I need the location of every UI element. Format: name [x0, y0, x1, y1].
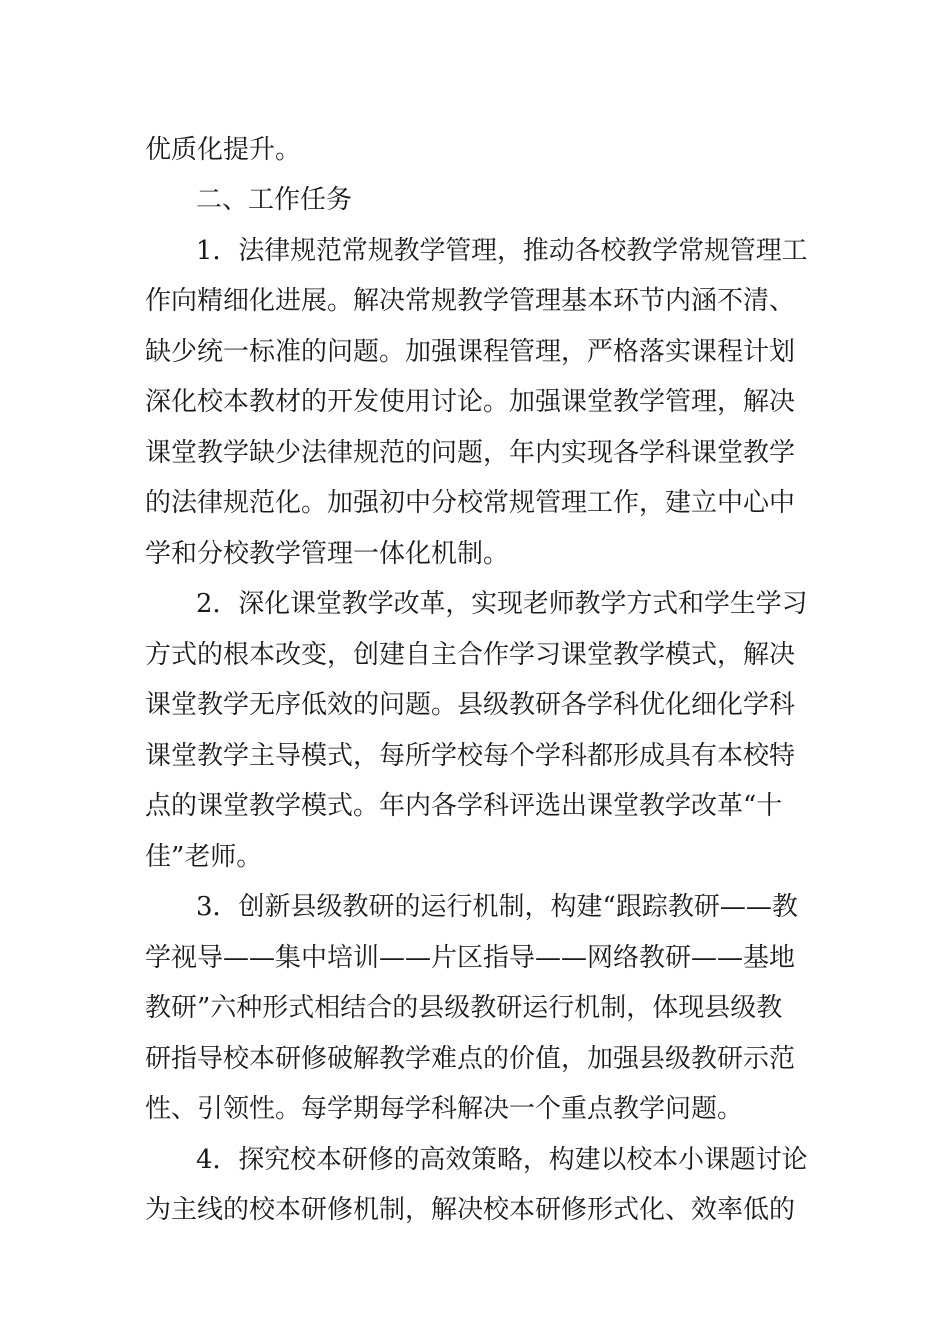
- text-line-20: 性、引领性。每学期每学科解决一个重点教学问题。: [145, 1094, 744, 1124]
- text-line-17: 学视导——集中培训——片区指导——网络教研——基地: [145, 943, 796, 973]
- text-line-4: 作向精细化进展。解决常规教学管理基本环节内涵不清、: [145, 286, 796, 316]
- text-line-9: 学和分校教学管理一体化机制。: [145, 539, 510, 569]
- text-line-16: 3．创新县级教研的运行机制，构建“跟踪教研——教: [196, 892, 798, 922]
- text-line-1: 优质化提升。: [145, 135, 302, 165]
- text-line-15: 佳”老师。: [145, 842, 263, 872]
- text-line-13: 课堂教学主导模式，每所学校每个学科都形成具有本校特: [145, 741, 796, 771]
- text-line-5: 缺少统一标准的问题。加强课程管理，严格落实课程计划: [145, 337, 796, 367]
- text-line-14: 点的课堂教学模式。年内各学科评选出课堂教学改革“十: [145, 791, 783, 821]
- text-line-8: 的法律规范化。加强初中分校常规管理工作，建立中心中: [145, 488, 796, 518]
- text-line-6: 深化校本教材的开发使用讨论。加强课堂教学管理，解决: [145, 387, 796, 417]
- text-line-19: 研指导校本研修破解教学难点的价值，加强县级教研示范: [145, 1044, 796, 1074]
- text-line-11: 方式的根本改变，创建自主合作学习课堂教学模式，解决: [145, 640, 796, 670]
- text-line-3: 1．法律规范常规教学管理，推动各校教学常规管理工: [196, 236, 808, 266]
- text-line-22: 为主线的校本研修机制，解决校本研修形式化、效率低的: [145, 1195, 796, 1225]
- text-line-21: 4．探究校本研修的高效策略，构建以校本小课题讨论: [196, 1145, 808, 1175]
- text-line-12: 课堂教学无序低效的问题。县级教研各学科优化细化学科: [145, 690, 796, 720]
- text-line-18: 教研”六种形式相结合的县级教研运行机制，体现县级教: [145, 993, 783, 1023]
- text-line-7: 课堂教学缺少法律规范的问题，年内实现各学科课堂教学: [145, 438, 796, 468]
- section-heading: 二、工作任务: [196, 185, 353, 215]
- text-line-10: 2．深化课堂教学改革，实现老师教学方式和学生学习: [196, 589, 808, 619]
